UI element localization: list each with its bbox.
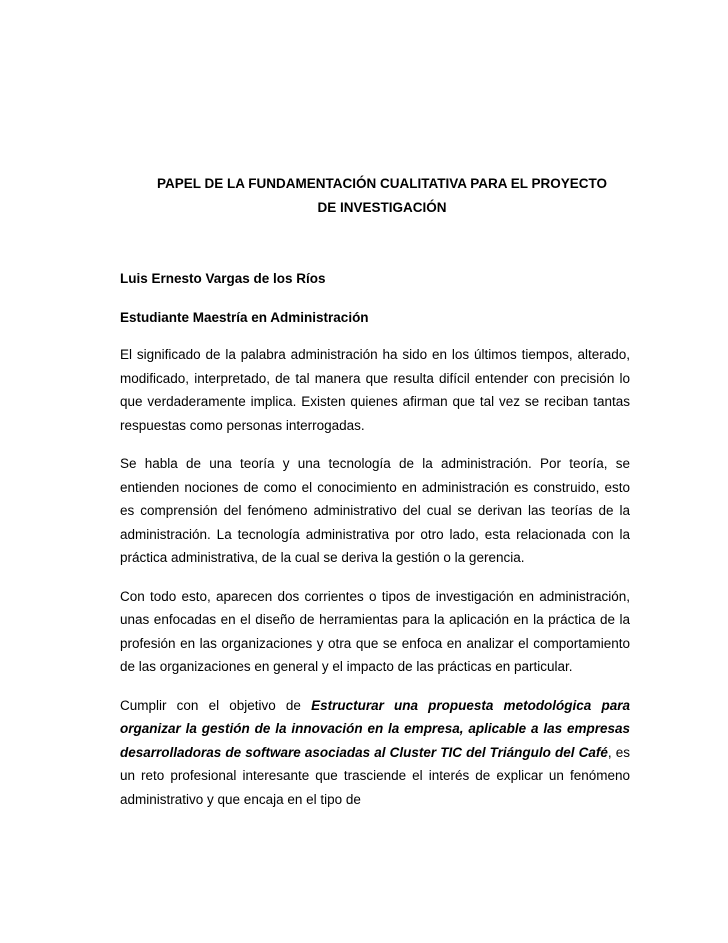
paragraph-2: Se habla de una teoría y una tecnología de la administración. Por teoría, se entienden nociones de como el conocimiento en administración es construido, esto es comprensión del fenómeno administrativo del cual se derivan las teorías de la administración. La tecnología administrativa por otro lado, esta relacionada con la práctica administrativa, de la cual se deriva la gestión o la gerencia. (120, 456, 630, 565)
paragraph-4-emphasis: Estructurar una propuesta metodológica para organizar la gestión de la innovación en la empresa, aplicable a las empresas desarrolladoras de software asociadas al Cluster TIC del Triángulo del Café (120, 697, 630, 760)
author-name: Luis Ernesto Vargas de los Ríos (120, 271, 326, 286)
paragraph-1: El significado de la palabra administración ha sido en los últimos tiempos, alterado, modificado, interpretado, de tal manera que resulta difícil entender con precisión lo que verdaderamente implica. Existen quienes afirman que tal vez se reciban tantas respuestas como personas interrogadas. (120, 347, 630, 433)
document-body (120, 343, 630, 826)
paragraph-4-intro: Cumplir con el objetivo de (120, 697, 312, 713)
title-line-2: DE INVESTIGACIÓN (317, 200, 447, 215)
paragraph-4-rest: , es un reto profesional interesante que trasciende el interés de explicar un fenómeno administrativo y que encaja en el tipo de (120, 744, 630, 807)
title-line-1: PAPEL DE LA FUNDAMENTACIÓN CUALITATIVA PARA EL PROYECTO (156, 176, 607, 191)
document-title (134, 172, 630, 220)
paragraph-4 (120, 694, 630, 812)
paragraph-3: Con todo esto, aparecen dos corrientes o tipos de investigación en administración, unas enfocadas en el diseño de herramientas para la aplicación en la práctica de la profesión en las organizaciones y otra que se enfoca en analizar el comportamiento de las organizaciones en general y el impacto de las prácticas en particular. (120, 588, 630, 674)
author-role: Estudiante Maestría en Administración (120, 310, 369, 325)
